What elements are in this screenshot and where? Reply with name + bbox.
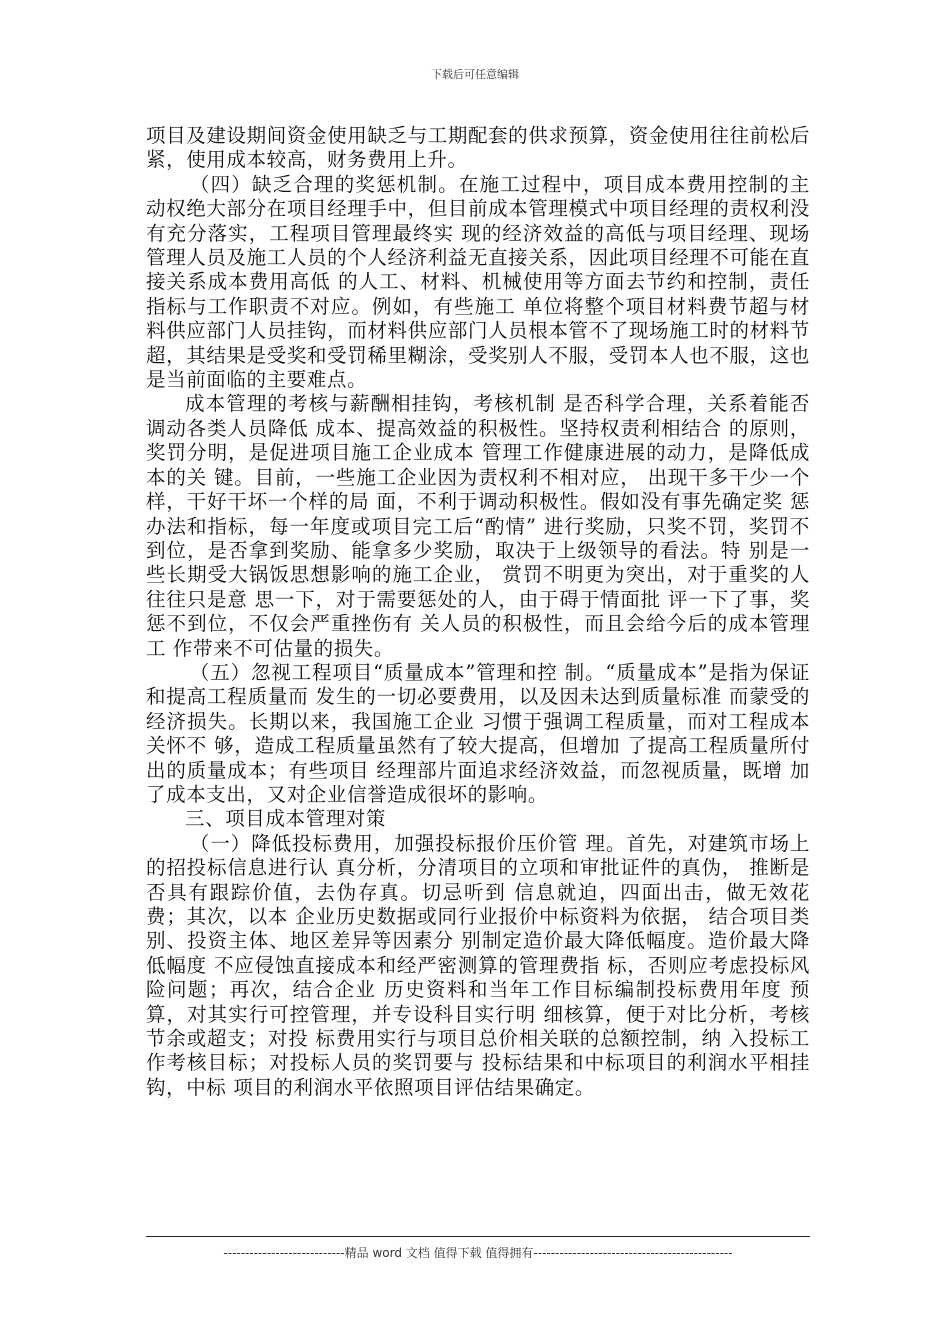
paragraph-section-five: （五）忽视工程项目“质量成本”管理和控 制。“质量成本”是指为保证和提高工程质量而 发生的一切必要费用，以及因未达到质量标准 而蒙受的经济损失。长期以来，我国施工企业 习惯于强调工程质量，而对工程成本关怀不 够，造成工程质量虽然有了较大提高，但增加 了提高工程质量所付出的质量成本；有些项目 经理部片面追求经济效益，而忽视质量，既增 加了成本支出，又对企业信誉造成很坏的影响。 xyxy=(146,660,810,806)
page-footer xyxy=(146,1236,810,1261)
paragraph-section-four: （四）缺乏合理的奖惩机制。在施工过程中，项目成本费用控制的主动权绝大部分在项目经理手中，但目前成本管理模式中项目经理的责权利没有充分落实，工程项目管理最终实 现的经济效益的高低与项目经理、现场管理人员及施工人员的个人经济利益无直接关系，因此项目经理不可能在直接关系成本费用高低 的人工、材料、机械使用等方面去节约和控制，责任指标与工作职责不对应。例如，有些施工 单位将整个项目材料费节超与材料供应部门人员挂钩，而材料供应部门人员根本管不了现场施工时的材料节超，其结果是受奖和受罚稀里糊涂，受奖别人不服，受罚本人也不服，这也是当前面临的主要难点。 xyxy=(146,172,810,392)
footer-divider xyxy=(146,1236,810,1237)
footer-text: ----------------------------精品 word 文档 值得下载 值得拥有---------------------------------------------- xyxy=(223,1246,733,1260)
section-heading-countermeasures: 三、项目成本管理对策 xyxy=(185,807,387,831)
paragraph-assessment: 成本管理的考核与薪酬相挂钩，考核机制 是否科学合理，关系着能否调动各类人员降低 成本、提高效益的积极性。坚持权责利相结合 的原则，奖罚分明，是促进项目施工企业成本 管理工作健康进展的动力，是降低成本的关 键。目前，一些施工企业因为责权利不相对应， 出现干多干少一个样，干好干坏一个样的局 面，不利于调动积极性。假如没有事先确定奖 惩办法和指标，每一年度或项目完工后“酌情” 进行奖励，只奖不罚，奖罚不到位，是否拿到奖励、能拿多少奖励，取决于上级领导的看法。特 别是一些长期受大锅饭思想影响的施工企业， 赏罚不明更为突出，对于重奖的人往往只是意 思一下，对于需要惩处的人，由于碍于情面批 评一下了事，奖惩不到位，不仅会严重挫伤有 关人员的积极性，而且会给今后的成本管理工 作带来不可估量的损失。 xyxy=(146,392,810,660)
document-body xyxy=(146,124,810,1100)
paragraph-continuation: 项目及建设期间资金使用缺乏与工期配套的供求预算，资金使用往往前松后紧，使用成本较高，财务费用上升。 xyxy=(146,124,810,172)
page-header: 下载后可任意编辑 xyxy=(431,68,519,81)
paragraph-countermeasure-one: （一）降低投标费用，加强投标报价压价管 理。首先，对建筑市场上的招投标信息进行认 真分析，分清项目的立项和审批证件的真伪， 推断是否具有跟踪价值，去伪存真。切忌听到 信息就迫，四面出击，做无效花费；其次，以本 企业历史数据或同行业报价中标资料为依据， 结合项目类别、投资主体、地区差异等因素分 别制定造价最大降低幅度。造价最大降低幅度 不应侵蚀直接成本和经严密测算的管理费指 标，否则应考虑投标风险问题；再次，结合企业 历史资料和当年工作目标编制投标费用年度 预算，对其实行可控管理，并专设科目实行明 细核算，便于对比分析，考核节余或超支；对投 标费用实行与项目总价相关联的总额控制，纳 入投标工作考核目标；对投标人员的奖罚要与 投标结果和中标项目的利润水平相挂钩，中标 项目的利润水平依照项目评估结果确定。 xyxy=(146,831,810,1099)
